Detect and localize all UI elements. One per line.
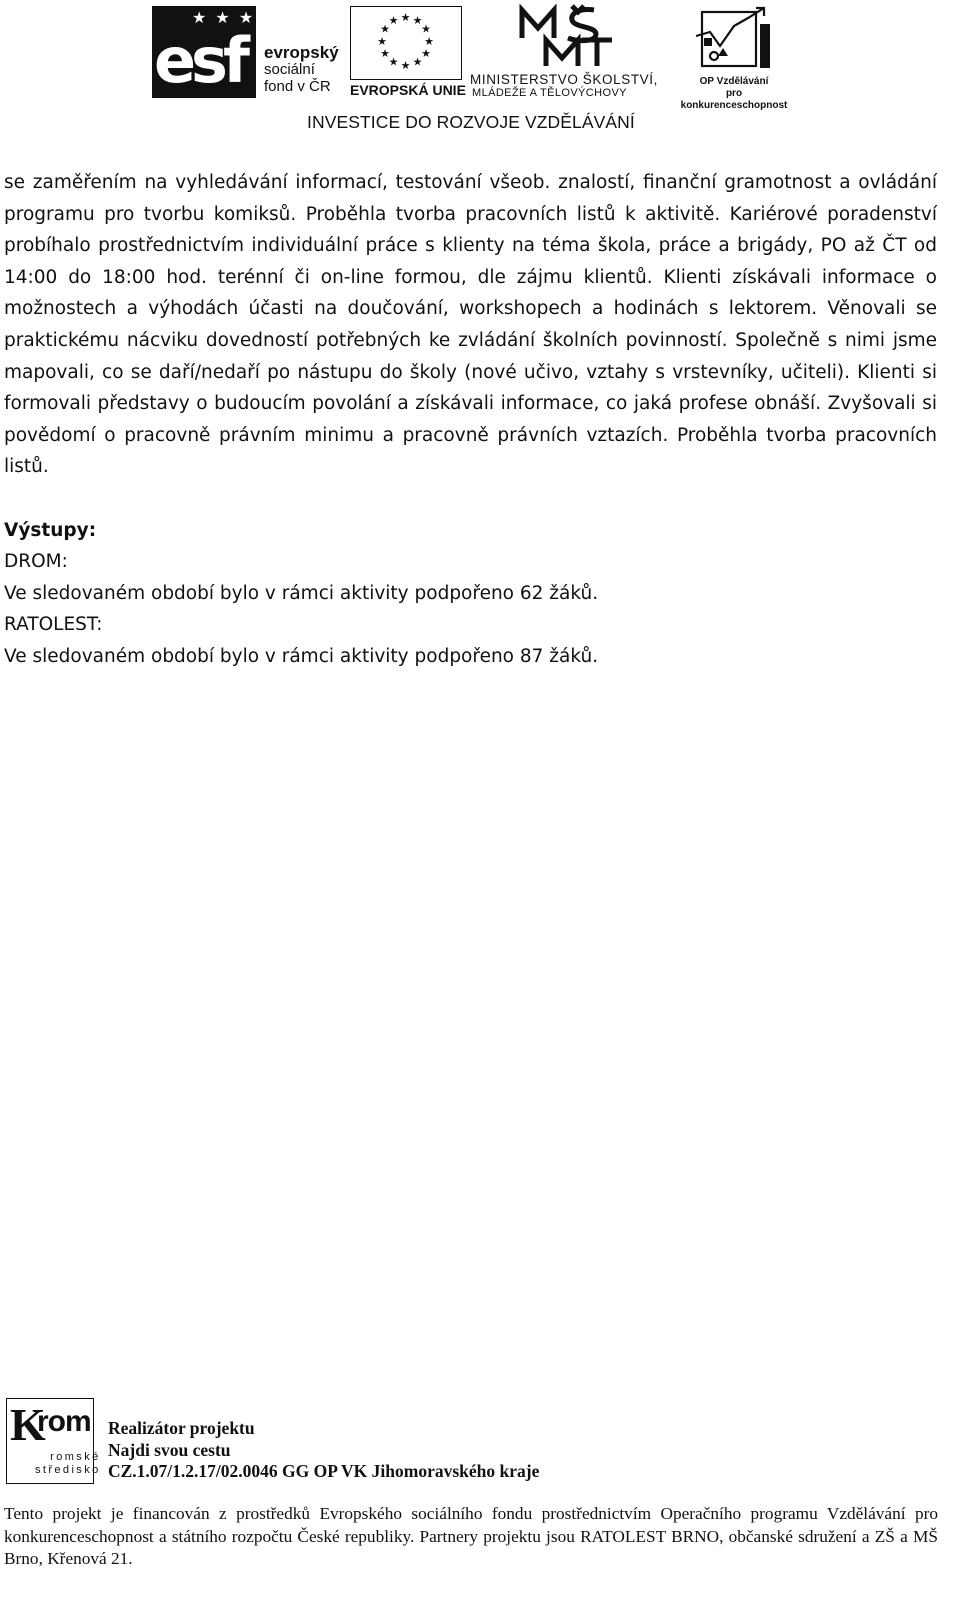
svg-text:★: ★ (388, 55, 399, 69)
esf-logo-mark (152, 6, 256, 98)
op-line-2: pro konkurenceschopnost (680, 88, 788, 111)
eu-flag-icon (350, 6, 462, 80)
msmt-mark-icon (516, 4, 616, 70)
esf-caption (264, 44, 339, 95)
eu-logo (350, 6, 464, 98)
msmt-line-1: MINISTERSTVO ŠKOLSTVÍ, (470, 72, 658, 87)
msmt-line-2: MLÁDEŽE A TĚLOVÝCHOVY (472, 87, 627, 99)
msmt-caption (470, 72, 658, 100)
svg-text:★: ★ (421, 47, 431, 60)
footer-funding-note: Tento projekt je financován z prostředků Evropského sociálního fondu prostřednictvím Operačního programu Vzdělávání pro konkurenceschopnost a státního rozpočtu České republiky. Partnery projektu jsou RATOLEST BRNO, občanské sdružení a ZŠ a MŠ Brno, Křenová 21. (4, 1504, 938, 1568)
drom-logo-mark: K (10, 1399, 46, 1450)
svg-text:★: ★ (412, 55, 423, 69)
drom-logo (6, 1398, 101, 1484)
output-org-drom: DROM: (4, 551, 68, 573)
svg-text:★: ★ (421, 22, 431, 36)
esf-line-2: sociální (264, 61, 315, 78)
op-mark-icon (694, 4, 774, 76)
op-logo (672, 4, 796, 111)
svg-text:★: ★ (424, 35, 434, 48)
drom-logo-name: rom (37, 1405, 91, 1438)
realizator-label: Realizátor projektu (108, 1418, 255, 1438)
footer-project-info (108, 1418, 539, 1483)
logo-header (0, 0, 960, 140)
esf-stars-icon: ★ ★ ★ (192, 8, 256, 27)
svg-text:★: ★ (380, 47, 390, 60)
svg-text:★: ★ (400, 59, 411, 72)
op-line-1: OP Vzdělávání (699, 76, 769, 87)
output-text-drom: Ve sledovaném období bylo v rámci aktivity podpořeno 62 žáků. (4, 582, 599, 604)
svg-text:★: ★ (380, 22, 390, 36)
eu-stars-icon (351, 7, 460, 78)
esf-logo (152, 6, 344, 98)
eu-caption: EVROPSKÁ UNIE (350, 82, 466, 98)
esf-line-3: fond v ČR (264, 78, 331, 95)
msmt-logo (470, 4, 666, 100)
svg-text:★: ★ (400, 11, 411, 24)
esf-letters: esf (154, 24, 245, 97)
drom-logo-sub-1: romské (50, 1451, 101, 1463)
op-caption (672, 76, 796, 112)
document-body (4, 167, 937, 673)
outputs-heading: Výstupy: (4, 519, 97, 541)
drom-logo-sub-2: středisko (35, 1464, 101, 1476)
svg-text:★: ★ (388, 14, 399, 27)
project-name: Najdi svou cestu (108, 1439, 231, 1460)
outputs-section (4, 515, 937, 673)
output-text-ratolest: Ve sledovaném období bylo v rámci aktivity podpořeno 87 žáků. (4, 645, 599, 667)
svg-text:★: ★ (377, 35, 387, 48)
investment-slogan: INVESTICE DO ROZVOJE VZDĚLÁVÁNÍ (307, 112, 635, 132)
svg-text:★: ★ (412, 14, 423, 27)
output-org-ratolest: RATOLEST: (4, 614, 103, 636)
drom-logo-subtitle (35, 1451, 101, 1477)
report-paragraph: se zaměřením na vyhledávání informací, testování všeob. znalostí, finanční gramotnost a ovládání programu pro tvorbu komiksů. Proběhla tvorba pracovních listů k aktivitě. Kariérové poradenství probíhalo prostřednictvím individuální práce s klienty na téma škola, práce a brigády, PO až ČT od 14:00 do 18:00 hod. terénní či on-line formou, dle zájmu klientů. Klienti získávali informace o možnostech a výhodách účasti na doučování, workshopech a hodinách s lektorem. Věnovali se praktickému nácviku dovedností potřebných ke zvládání školních povinností. Společně s nimi jsme mapovali, co se daří/nedaří po nástupu do školy (nové učivo, vztahy s vrstevníky, učiteli). Klienti si formovali představy o budoucím povolání a získávali informace, co jaká profese obnáší. Zvyšovali si povědomí o pracovně právním minimu a pracovně právních vztazích. Proběhla tvorba pracovních listů. (4, 172, 937, 478)
esf-line-1: evropský (264, 43, 339, 62)
project-code: CZ.1.07/1.2.17/02.0046 GG OP VK Jihomoravského kraje (108, 1461, 540, 1481)
